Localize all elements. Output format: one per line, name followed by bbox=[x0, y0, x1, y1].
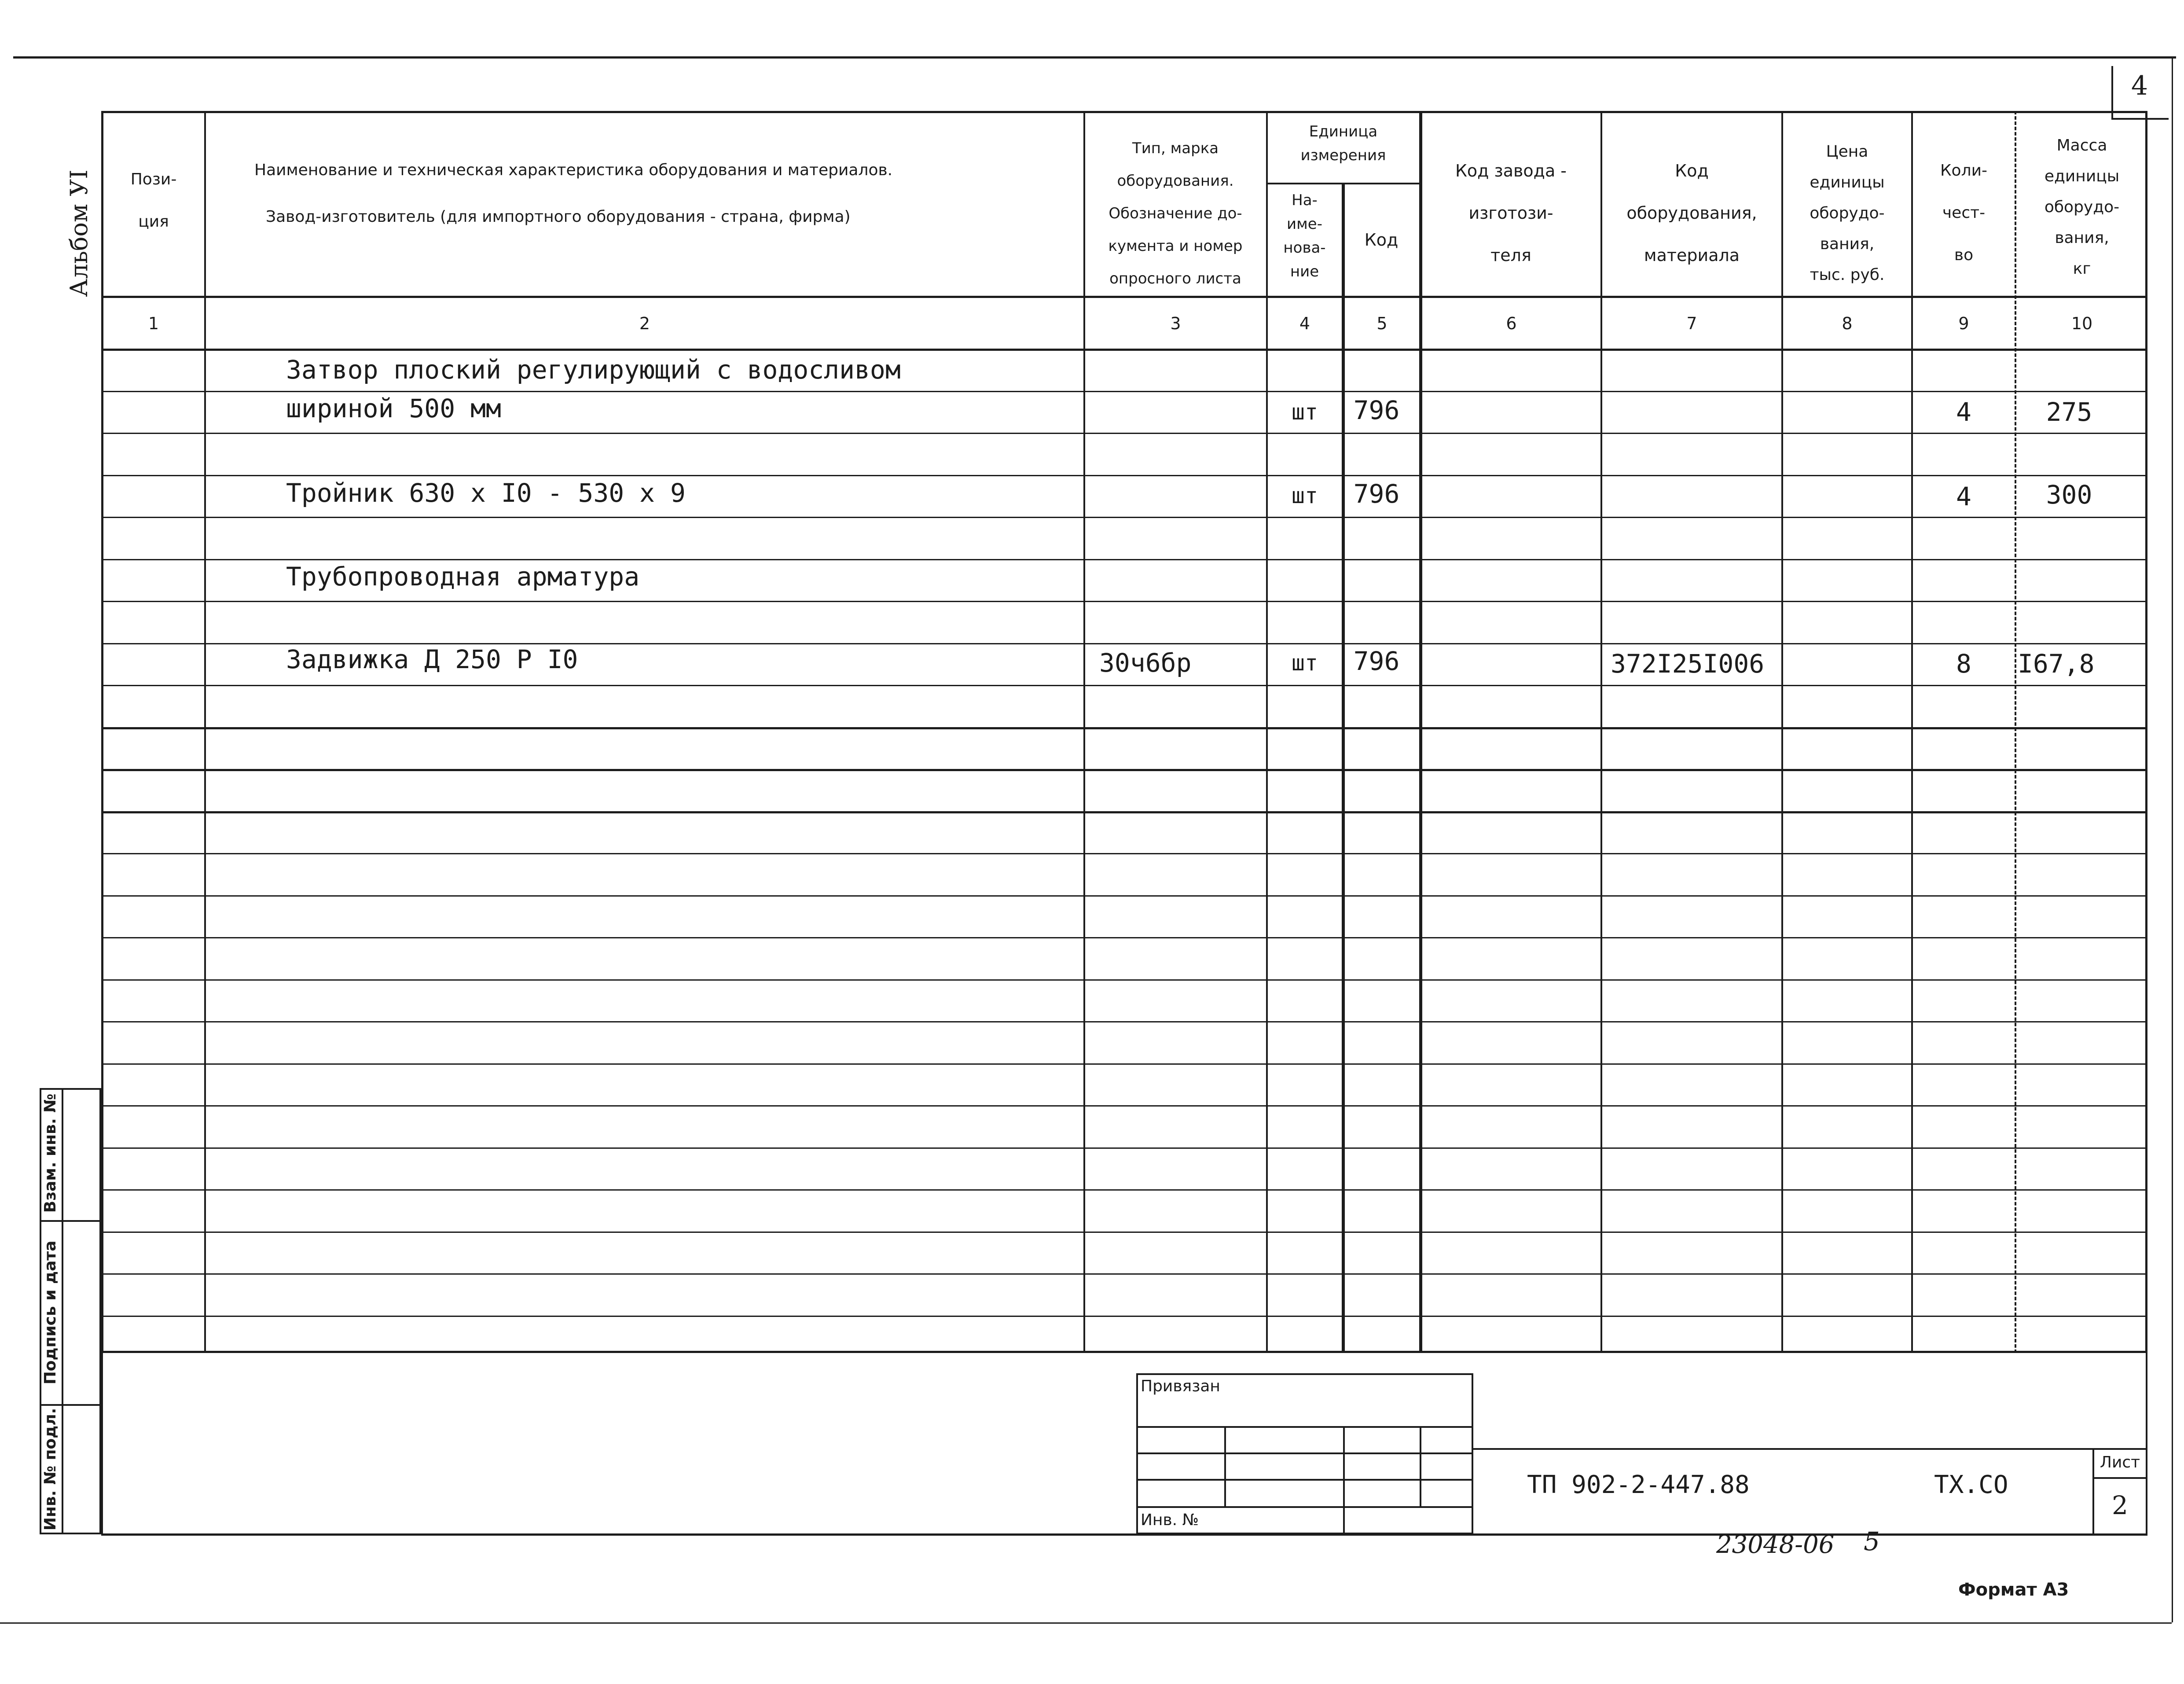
header-type: Тип, марка оборудования. Обозначение до- кумента и номер опросного листа bbox=[1108, 140, 1243, 287]
header-equipment-code: Код оборудования, материала bbox=[1626, 161, 1757, 265]
privyazan-col-2 bbox=[1343, 1426, 1345, 1534]
privyazan-label: Привязан bbox=[1141, 1377, 1220, 1395]
header-mass: Масса единицы оборудо- вания, кг bbox=[2044, 136, 2120, 278]
sheet-number: 2 bbox=[2112, 1490, 2128, 1520]
header-price: Цена единицы оборудо- вания, тыс. руб. bbox=[1810, 143, 1885, 284]
privyazan-col-3 bbox=[1420, 1426, 1421, 1506]
colnum-9: 9 bbox=[1958, 314, 1969, 333]
row-line bbox=[101, 979, 2147, 981]
row-8-equipment-code: 372I25I006 bbox=[1611, 649, 1765, 679]
row-2-name: шириной 500 мм bbox=[286, 393, 501, 423]
colnum-6: 6 bbox=[1506, 314, 1517, 333]
header-name-line1: Наименование и техническая характеристика оборудования и материалов. bbox=[254, 161, 893, 179]
inv-no-label: Инв. № bbox=[1141, 1511, 1199, 1529]
side-stamp-inv: Инв. № подл. bbox=[41, 1408, 59, 1531]
header-bottom-line bbox=[101, 296, 2147, 298]
row-2-unit: шт bbox=[1291, 399, 1318, 425]
row-4-mass: 300 bbox=[2046, 480, 2092, 510]
row-line bbox=[101, 1273, 2147, 1275]
row-line bbox=[101, 727, 2147, 729]
format-label: Формат А3 bbox=[1958, 1580, 2069, 1600]
row-line bbox=[101, 1316, 2147, 1317]
row-line bbox=[101, 1147, 2147, 1149]
row-line bbox=[101, 433, 2147, 434]
unit-group-divider bbox=[1266, 183, 1419, 184]
row-line bbox=[101, 937, 2147, 938]
title-block-bottom-line bbox=[101, 1533, 2147, 1536]
title-block-left-line bbox=[101, 1353, 103, 1534]
side-stamp-divider bbox=[62, 1088, 63, 1534]
side-stamp-podpis: Подпись и дата bbox=[41, 1240, 59, 1385]
row-2-code: 796 bbox=[1353, 395, 1400, 425]
row-4-name: Тройник 630 х I0 - 530 х 9 bbox=[286, 478, 686, 508]
header-unit-code: Код bbox=[1364, 230, 1398, 250]
row-1-name: Затвор плоский регулирующий с водосливом bbox=[286, 355, 901, 385]
sheet-label: Лист bbox=[2100, 1453, 2140, 1471]
colnum-10: 10 bbox=[2071, 314, 2093, 333]
row-4-unit: шт bbox=[1291, 483, 1318, 508]
row-2-qty: 4 bbox=[1956, 397, 1971, 427]
right-border-line bbox=[2172, 56, 2173, 1622]
privyazan-line-3 bbox=[1136, 1479, 1473, 1481]
privyazan-col-1 bbox=[1224, 1426, 1226, 1506]
top-border-line bbox=[13, 56, 2176, 59]
header-factory-code: Код завода - изготози- теля bbox=[1455, 161, 1567, 265]
row-line bbox=[101, 1063, 2147, 1065]
album-label: Альбом УI bbox=[65, 169, 93, 297]
handwritten-page: 5 bbox=[1864, 1526, 1880, 1556]
row-line bbox=[101, 1021, 2147, 1022]
row-2-mass: 275 bbox=[2046, 397, 2092, 427]
colnum-8: 8 bbox=[1842, 314, 1853, 333]
header-position: Пози- ция bbox=[130, 170, 177, 231]
privyazan-line-1 bbox=[1136, 1426, 1473, 1428]
side-stamp-vzam: Взам. инв. № bbox=[41, 1093, 59, 1213]
page-number: 4 bbox=[2131, 70, 2148, 101]
row-4-qty: 4 bbox=[1956, 482, 1971, 511]
row-line bbox=[101, 517, 2147, 518]
row-4-code: 796 bbox=[1353, 479, 1400, 509]
row-8-unit: шт bbox=[1291, 650, 1318, 676]
doc-section: ТХ.СО bbox=[1934, 1471, 2008, 1499]
row-line bbox=[101, 811, 2147, 813]
colnum-4: 4 bbox=[1299, 314, 1310, 333]
colnum-2: 2 bbox=[639, 314, 650, 333]
header-name-line2: Завод-изготовитель (для импортного оборудования - страна, фирма) bbox=[266, 208, 851, 226]
privyazan-line-2 bbox=[1136, 1452, 1473, 1454]
header-unit-group: Единица измерения bbox=[1300, 123, 1386, 164]
row-line bbox=[101, 1189, 2147, 1191]
row-8-type: 30ч6бр bbox=[1099, 648, 1192, 678]
row-8-qty: 8 bbox=[1956, 649, 1971, 679]
row-8-name: Задвижка Д 250 Р I0 bbox=[286, 644, 578, 674]
row-8-mass: I67,8 bbox=[2018, 649, 2095, 679]
row-line bbox=[101, 1232, 2147, 1233]
doc-code: ТП 902-2-447.88 bbox=[1527, 1471, 1750, 1499]
row-line bbox=[101, 1105, 2147, 1107]
bottom-border-line bbox=[0, 1622, 2172, 1624]
colnum-7: 7 bbox=[1686, 314, 1697, 333]
row-8-code: 796 bbox=[1353, 646, 1400, 676]
col-line-4 bbox=[1342, 183, 1345, 1353]
colnum-5: 5 bbox=[1376, 314, 1387, 333]
header-unit-name: На- име- нова- ние bbox=[1283, 191, 1326, 280]
handwritten-number: 23048-06 bbox=[1716, 1530, 1835, 1559]
colnum-3: 3 bbox=[1170, 314, 1181, 333]
row-line bbox=[101, 853, 2147, 854]
row-line bbox=[101, 769, 2147, 771]
row-line bbox=[101, 601, 2147, 602]
header-quantity: Коли- чест- во bbox=[1940, 162, 1987, 264]
doc-code-top-line bbox=[1473, 1448, 2146, 1450]
row-line bbox=[101, 685, 2147, 686]
colnum-1: 1 bbox=[148, 314, 159, 333]
row-line bbox=[101, 895, 2147, 897]
row-6-name: Трубопроводная арматура bbox=[286, 562, 640, 592]
